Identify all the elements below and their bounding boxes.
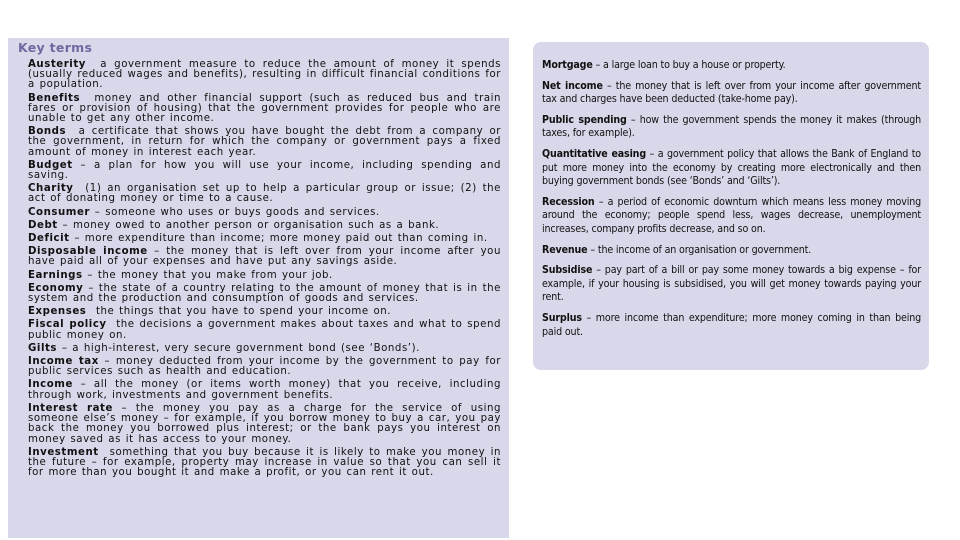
term-definition: a plan for how you will use your income, including spending and saving. (28, 159, 501, 182)
term-name: Fiscal policy (28, 319, 107, 331)
key-terms-heading: Key terms (18, 40, 93, 55)
term-name: Charity (28, 183, 74, 195)
term-definition: money deducted from your income by the government to pay for public services such as health and education. (28, 356, 501, 378)
term-definition: someone who uses or buys goods and services. (105, 206, 380, 218)
glossary-entry (542, 196, 921, 237)
term-definition: the money you pay as a charge for the service of using someone else’s money – for example, if you borrow money to buy a car, you pay back the money you borrowed plus interest; or the bank pays you interest on money saved as it has access to your money. (28, 402, 501, 445)
term-separator: – (72, 159, 94, 171)
term-separator: – (69, 233, 85, 245)
term-separator: – (592, 59, 604, 71)
glossary-entry (542, 312, 921, 339)
glossary-entry (542, 59, 921, 73)
term-name: Expenses (28, 306, 87, 318)
glossary-entry (28, 94, 501, 125)
term-separator: – (98, 356, 116, 368)
term-name: Quantitative easing (542, 147, 646, 160)
term-definition: how the government spends the money it makes (through taxes, for example). (542, 113, 921, 140)
term-name: Disposable income (28, 246, 148, 258)
term-definition: something that you buy because it is likely to make you money in the future – for example, property may increase in value so that you can sell it for more than you bought it and make a profit, or you can rent it out. (28, 446, 501, 479)
left-terms-list (18, 60, 501, 478)
term-definition: money and other financial support (such as reduced bus and train fares or provision of housing) that the government provides for people who are unable to get any other income. (28, 92, 501, 125)
term-name: Gilts (28, 342, 58, 354)
term-name: Public spending (542, 113, 627, 126)
term-separator: – (581, 311, 596, 324)
glossary-entry (28, 234, 501, 244)
term-definition: the income of an organisation or government. (597, 243, 812, 256)
glossary-entry (28, 208, 501, 218)
term-definition: a period of economic downturn which means less money moving around the economy; people spend less, wages decrease, unemployment increases, company profits decrease, and so on. (542, 195, 921, 235)
term-name: Budget (28, 159, 73, 171)
term-name: Economy (28, 282, 84, 294)
key-terms-panel-left (8, 38, 509, 538)
term-definition: a large loan to buy a house or property. (603, 59, 786, 71)
term-name: Bonds (28, 126, 67, 138)
term-name: Recession (542, 195, 595, 208)
term-name: Income (28, 379, 73, 391)
term-definition: a government policy that allows the Bank of England to put more money into the economy by creating more electronically and then buying government bonds (see ‘Bonds’ and ‘Gilts’). (542, 147, 921, 188)
term-definition: the decisions a government makes about taxes and what to spend public money on. (28, 319, 501, 341)
glossary-entry (28, 221, 501, 231)
term-name: Net income (542, 79, 603, 92)
glossary-entry (542, 244, 921, 258)
term-name: Earnings (28, 269, 83, 281)
glossary-entry (542, 114, 921, 141)
term-separator: – (646, 147, 658, 160)
term-separator: – (90, 206, 106, 218)
right-terms-list (542, 59, 921, 339)
glossary-entry (28, 344, 501, 354)
term-definition: the money that is left over from your income after you have paid all of your expenses and have put any savings aside. (28, 246, 501, 268)
glossary-entry (542, 80, 921, 107)
term-definition: money owed to another person or organisation such as a bank. (72, 219, 440, 231)
term-separator (86, 306, 96, 317)
glossary-entry (28, 448, 501, 479)
term-name: Debt (28, 219, 58, 231)
term-separator: – (626, 113, 640, 126)
term-definition: more expenditure than income; more money paid out than coming in. (84, 233, 488, 245)
term-definition: the money that is left over from your income after government tax and charges have been deducted (take-home pay). (542, 79, 921, 106)
term-definition: (1) an organisation set up to help a particular group or issue; (2) the act of donating money or time to a cause. (28, 183, 502, 205)
term-separator: – (72, 379, 94, 391)
term-name: Income tax (28, 356, 99, 368)
term-separator: – (594, 195, 608, 208)
term-separator: – (592, 264, 605, 277)
glossary-entry (542, 148, 921, 189)
term-name: Mortgage (542, 59, 593, 71)
term-name: Subsidise (542, 264, 593, 277)
term-name: Surplus (542, 311, 582, 324)
term-definition: the money that you make from your job. (97, 269, 333, 281)
glossary-entry (28, 320, 501, 340)
glossary-entry (28, 60, 501, 91)
glossary-entry (28, 247, 501, 267)
glossary-entry (28, 127, 501, 158)
term-name: Consumer (28, 206, 90, 218)
term-definition: the state of a country relating to the amount of money that is in the system and the production and consumption of goods and services. (28, 282, 501, 305)
glossary-entry (28, 184, 501, 204)
glossary-entry (28, 307, 501, 317)
term-name: Austerity (28, 59, 86, 70)
term-separator: – (57, 219, 73, 231)
term-definition: all the money (or items worth money) that you receive, including through work, investments and government benefits. (28, 379, 501, 401)
term-name: Investment (28, 446, 99, 458)
glossary-entry (28, 380, 501, 400)
glossary-entry (28, 161, 501, 181)
term-separator: – (57, 342, 73, 354)
term-name: Interest rate (28, 402, 113, 414)
term-separator: – (602, 79, 616, 92)
term-definition: pay part of a bill or pay some money towards a big expense – for example, if your housing is subsidised, you will get money towards paying your rent. (542, 264, 921, 304)
term-separator: – (83, 282, 99, 294)
term-definition: a high-interest, very secure government bond (see ‘Bonds’). (72, 342, 420, 354)
glossary-entry (28, 357, 501, 377)
term-separator: – (147, 246, 167, 258)
term-definition: more income than expenditure; more money coming in than being paid out. (542, 311, 921, 338)
term-separator: – (82, 269, 98, 281)
glossary-entry (28, 284, 501, 304)
term-definition: the things that you have to spend your income on. (96, 306, 392, 318)
key-terms-panel-right (533, 42, 929, 370)
term-name: Benefits (28, 92, 81, 104)
term-separator: – (112, 402, 136, 414)
glossary-entry (542, 264, 921, 305)
term-definition: a certificate that shows you have bought the debt from a company or the government, in return for which the company or government pays a fixed amount of money in interest each year. (28, 126, 502, 158)
glossary-entry (28, 404, 501, 445)
term-separator: – (587, 243, 598, 256)
glossary-entry (28, 271, 501, 281)
term-name: Revenue (542, 243, 588, 256)
term-name: Deficit (28, 233, 70, 245)
term-definition: a government measure to reduce the amount of money it spends (usually reduced wages and benefits), resulting in difficult financial conditions for a population. (28, 59, 501, 91)
